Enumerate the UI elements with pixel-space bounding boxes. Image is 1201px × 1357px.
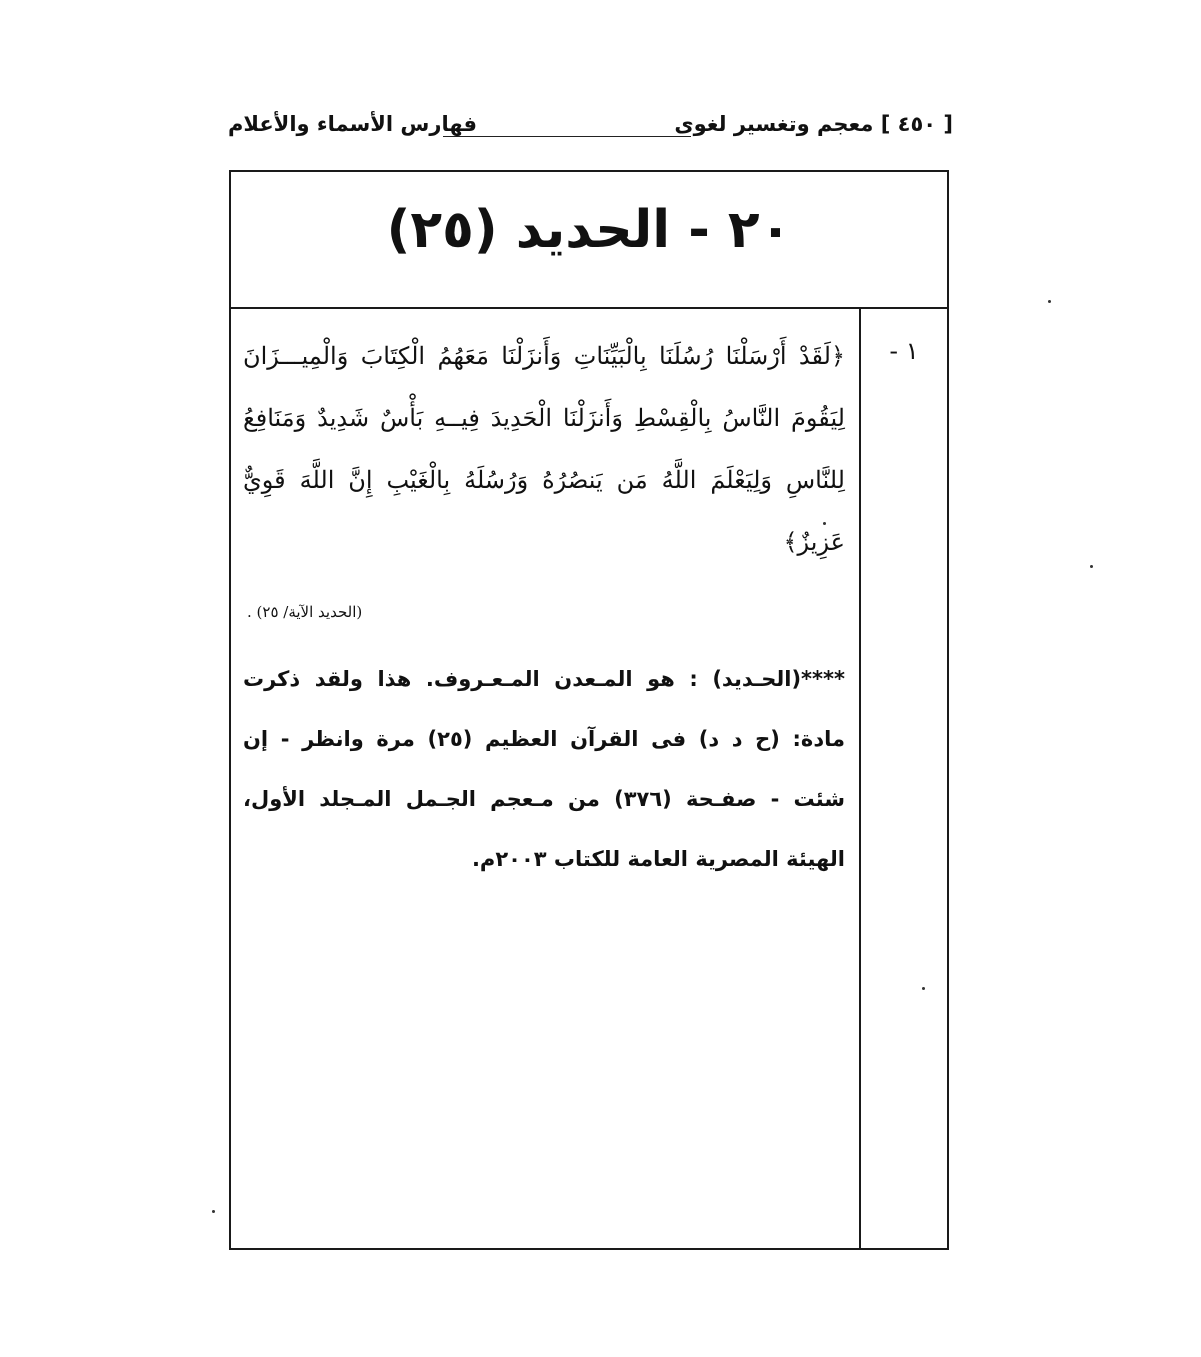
chapter-title: ٢٠ - الحديد (٢٥) xyxy=(386,200,792,260)
entry-number-column xyxy=(859,309,947,1248)
scan-speck xyxy=(922,987,925,990)
chapter-title-band xyxy=(231,172,947,309)
index-title: فهارس الأسماء والأعلام xyxy=(228,112,477,136)
verse-citation: (الحديد الآية/ ٢٥) . xyxy=(247,603,363,621)
citation-row xyxy=(243,589,845,621)
page-frame xyxy=(229,170,949,1250)
entry-number: ١ - xyxy=(889,337,919,365)
scan-speck xyxy=(212,1210,215,1213)
header-rule xyxy=(443,136,691,137)
quran-verse: ﴿لَقَدْ أَرْسَلْنَا رُسُلَنَا بِالْبَيِّنَاتِ وَأَنزَلْنَا مَعَهُمُ الْكِتَابَ وَالْمِيـــزَانَ لِيَقُومَ النَّاسُ بِالْقِسْطِ وَأَنزَلْنَا الْحَدِيدَ فِيــهِ بَأْسٌ شَدِيدٌ وَمَنَافِعُ لِلنَّاسِ وَلِيَعْلَمَ اللَّهُ مَن يَنصُرُهُ وَرُسُلَهُ بِالْغَيْبِ إِنَّ اللَّهَ قَوِيٌّ عَزِيزٌ﴾ xyxy=(243,342,845,556)
entry-content xyxy=(231,309,859,1248)
scan-speck xyxy=(1090,565,1093,568)
explanation-text: ****(الحـديد) : هو المـعدن المـعـروف. هذا ولقد ذكرت مادة: (ح د د) فى القرآن العظيم (٢٥) مرة وانظر - إن شئت - صفـحة (٣٧٦) من مـعجم الجـمل المـجلد الأول، الهيئة المصرية العامة للكتاب ٢٠٠٣م. xyxy=(243,667,846,871)
running-header xyxy=(228,112,953,144)
scan-speck xyxy=(823,522,826,525)
page-reference: [ ٤٥٠ ] معجم وتغسير لغوى xyxy=(674,112,953,136)
scan-speck xyxy=(1048,300,1051,303)
